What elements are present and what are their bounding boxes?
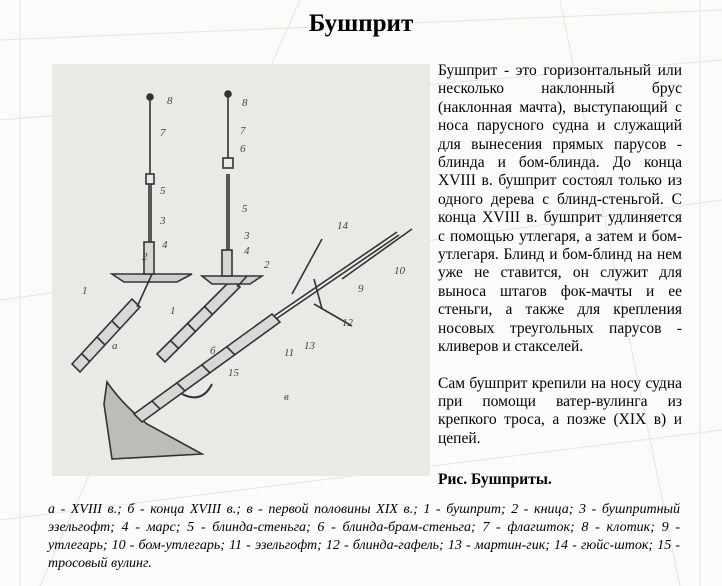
- fig-label: 1: [170, 305, 176, 317]
- fig-label: 6: [240, 143, 246, 155]
- fig-label: 7: [240, 125, 246, 137]
- fig-label: 1: [82, 285, 88, 297]
- fig-label: 4: [244, 245, 250, 257]
- fig-label: а: [112, 340, 118, 352]
- page-title: Бушприт: [308, 10, 414, 37]
- fig-label: 13: [304, 340, 315, 352]
- fig-label: 2: [264, 259, 270, 271]
- fig-label: 7: [160, 127, 166, 139]
- fig-label: 10: [394, 265, 405, 277]
- description-text: [438, 62, 682, 448]
- fig-label: в: [284, 391, 289, 403]
- fig-label: 14: [337, 220, 348, 232]
- fig-label: 9: [358, 283, 364, 295]
- fig-label: 3: [160, 215, 166, 227]
- bowsprit-drawing: [52, 64, 430, 476]
- description-paragraph: Бушприт - это горизонтальный или несколько наклонный брус (наклонная мачта), выступающий с носа парусного судна и служащий для вынесения прямых парусов - блинда и бом-блинда. До конца XVIII в. бушприт состоял только из одного дерева с блинд-стеньгой. С конца XVIII в. бушприт удлиняется с помощью утлегаря, а затем и бом-утлегаря. Блинд и бом-блинд на нем уже не ставится, он служит для выноса штагов фок-мачты и ее стеньги, а также для крепления носовых треугольных парусов - кливеров и стакселей.: [438, 62, 682, 356]
- fig-label: 3: [244, 230, 250, 242]
- fig-label: 2: [142, 251, 148, 263]
- fig-label: 15: [228, 367, 239, 379]
- fig-label: б: [210, 345, 216, 357]
- variant-b-drawing: [157, 91, 262, 362]
- fig-label: 8: [242, 97, 248, 109]
- fig-label: 5: [242, 203, 248, 215]
- fig-label: 4: [162, 239, 168, 251]
- fig-label: 8: [167, 95, 173, 107]
- fig-label: 12: [342, 317, 353, 329]
- bowsprit-figure: [52, 64, 430, 476]
- fig-label: 11: [284, 347, 295, 359]
- figure-legend: а - XVIII в.; б - конца XVIII в.; в - первой половины XIX в.; 1 - бушприт; 2 - кница; 3 - бушпритный эзельгофт; 4 - марс; 5 - блинда-стеньга; 6 - блинда-брам-стеньга; 7 - флагшток; 8 - клотик; 9 - утлегарь; 10 - бом-утлегарь; 11 - эзельгофт; 12 - блинда-гафель; 13 - мартин-гик; 14 - гюйс-шток; 15 - тросовый вулинг.: [48, 502, 680, 571]
- variant-a-drawing: [72, 94, 192, 372]
- figure-caption-title: Рис. Бушприты.: [438, 471, 552, 488]
- description-paragraph: Сам бушприт крепили на носу судна при помощи ватер-вулинга из крепкого троса, а позже (XIX в) и цепей.: [438, 374, 682, 447]
- fig-label: 5: [160, 185, 166, 197]
